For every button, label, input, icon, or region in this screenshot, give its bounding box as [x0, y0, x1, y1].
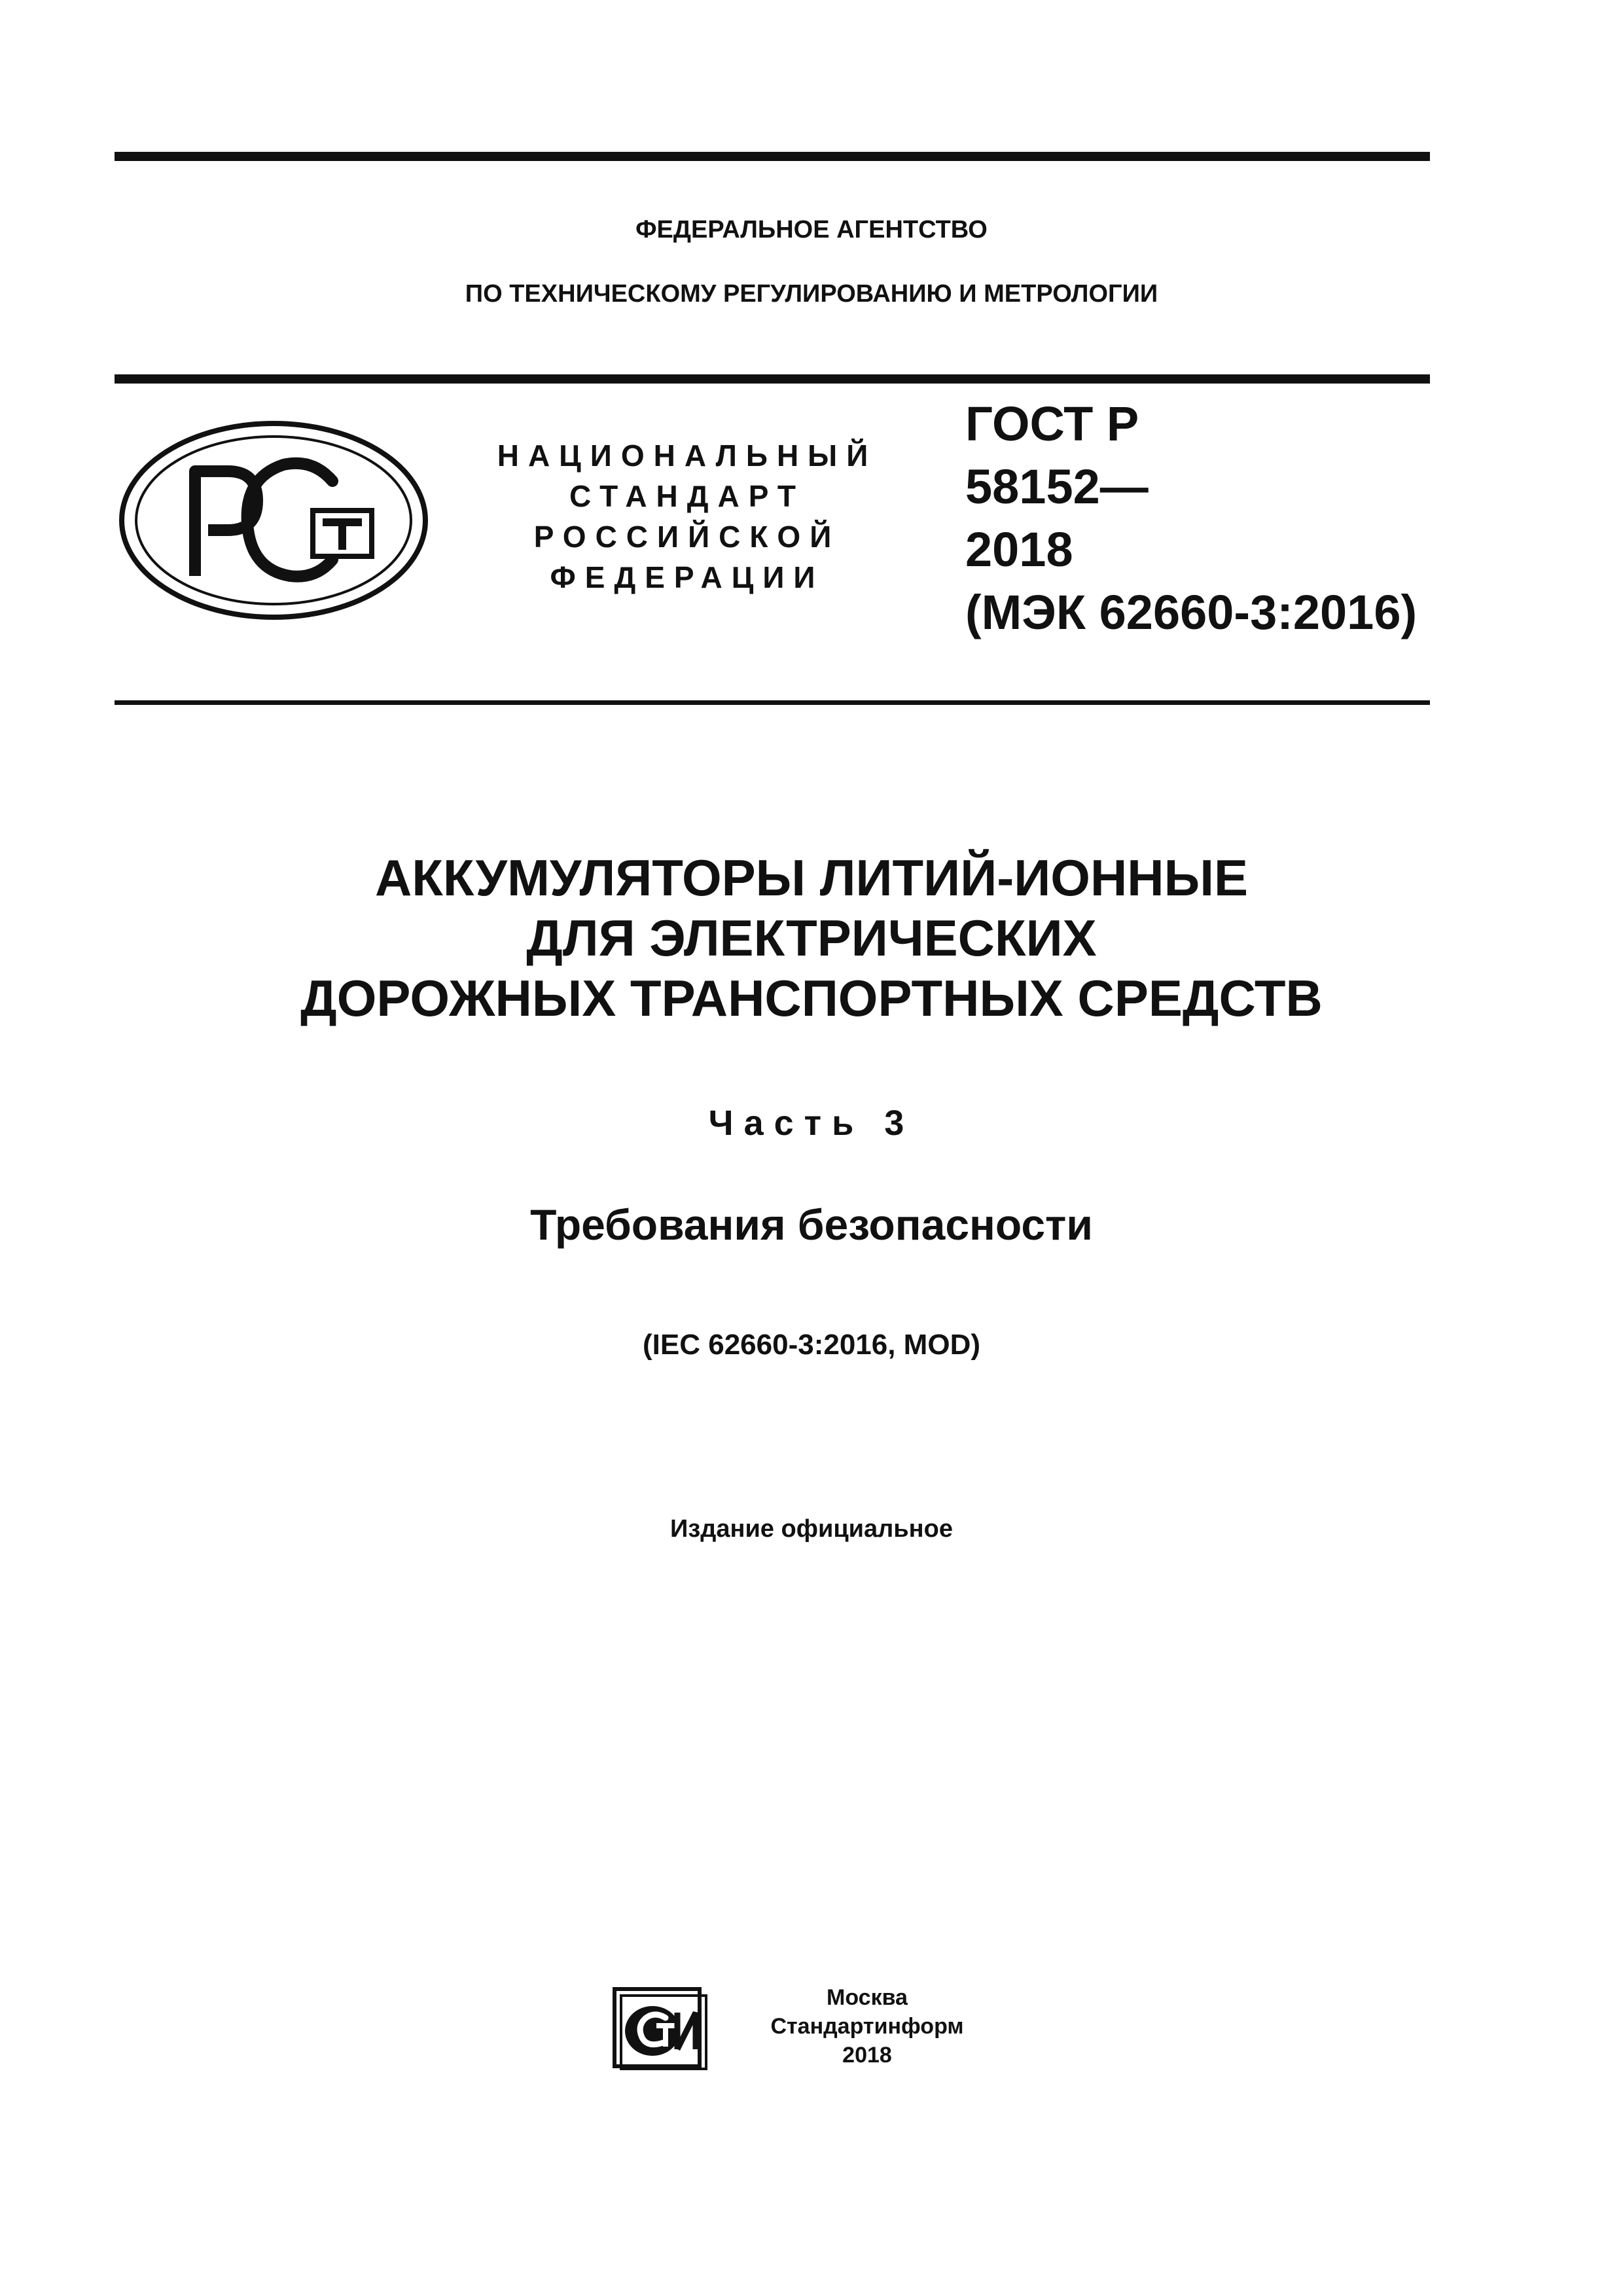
- rst-emblem-icon: [116, 419, 431, 622]
- national-line: ФЕДЕРАЦИИ: [550, 560, 825, 594]
- publisher-city: Москва: [827, 1985, 908, 2010]
- document-subtitle: Требования безопасности: [530, 1200, 1093, 1249]
- national-line: РОССИЙСКОЙ: [533, 520, 841, 554]
- gost-line: 58152—: [965, 459, 1149, 514]
- national-standard-label: [458, 435, 916, 598]
- title-line: ДОРОЖНЫХ ТРАНСПОРТНЫХ СРЕДСТВ: [300, 969, 1323, 1027]
- agency-name-line1: ФЕДЕРАЛЬНОЕ АГЕНТСТВО: [635, 216, 988, 243]
- national-line: НАЦИОНАЛЬНЫЙ: [497, 439, 878, 473]
- publisher-info: [720, 1983, 1014, 2070]
- iec-reference: (IEC 62660-3:2016, MOD): [643, 1329, 980, 1361]
- publisher-name: Стандартинформ: [770, 2014, 964, 2039]
- gost-line: (МЭК 62660-3:2016): [965, 585, 1418, 639]
- gost-designation: [965, 393, 1417, 644]
- publisher-year: 2018: [842, 2043, 892, 2068]
- standard-bottom-rule: [115, 700, 1430, 705]
- standartinform-logo-icon: [612, 1986, 710, 2072]
- title-line: ДЛЯ ЭЛЕКТРИЧЕСКИХ: [526, 909, 1097, 967]
- edition-label: Издание официальное: [670, 1515, 953, 1543]
- part-number: Часть 3: [708, 1103, 915, 1143]
- national-line: СТАНДАРТ: [569, 479, 805, 513]
- gost-line: ГОСТ Р: [965, 397, 1139, 451]
- gost-line: 2018: [965, 522, 1073, 577]
- document-title: [0, 848, 1623, 1028]
- top-rule: [115, 152, 1430, 161]
- title-line: АККУМУЛЯТОРЫ ЛИТИЙ-ИОННЫЕ: [374, 849, 1249, 906]
- agency-name-line2: ПО ТЕХНИЧЕСКОМУ РЕГУЛИРОВАНИЮ И МЕТРОЛОГИИ: [465, 280, 1158, 308]
- header-bottom-rule: [115, 374, 1430, 384]
